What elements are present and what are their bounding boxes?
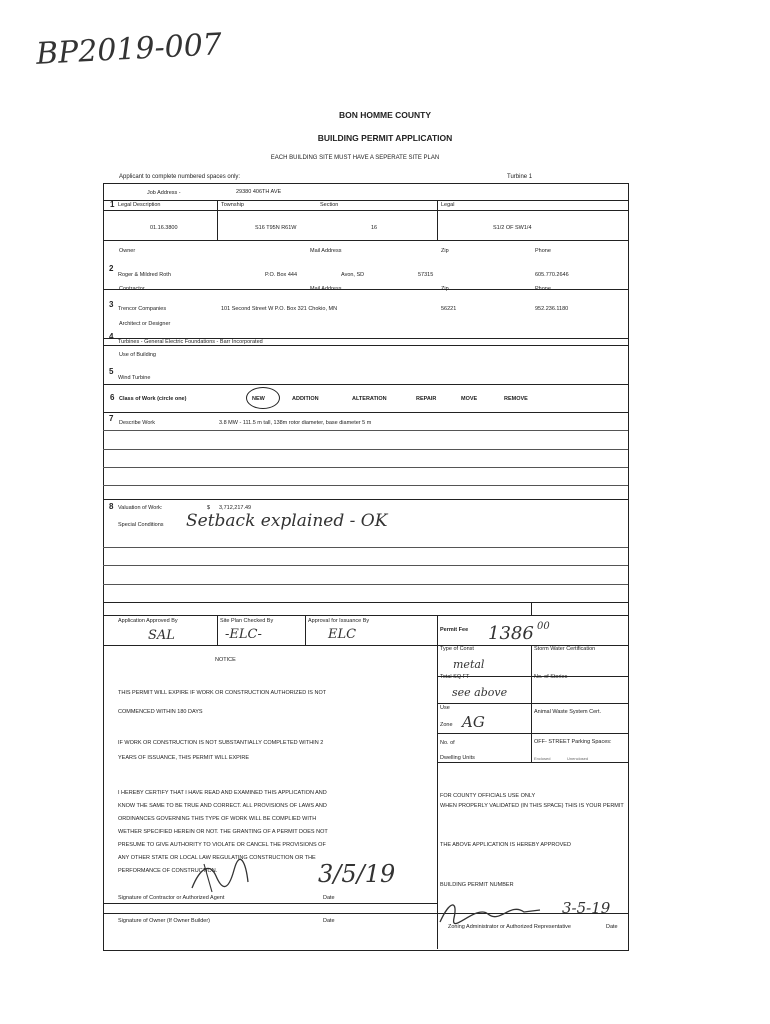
section-number-1: 1 [110,200,115,209]
initials-approved: SAL [148,628,175,643]
owner-phone: 605.770.2646 [535,272,569,278]
row-line [103,565,628,566]
approval-issuance-label: Approval for Issuance By [308,618,370,624]
total-sq-ft-label: Total SQ FT [440,674,470,680]
col-line [305,615,306,645]
no-of-label: No. of [440,740,455,746]
row-line [103,499,628,500]
class-option-repair: REPAIR [416,396,437,402]
form-subtitle: EACH BUILDING SITE MUST HAVE A SEPERATE SITE PLAN [270,155,440,161]
notice-line-2: COMMENCED WITHIN 180 DAYS [118,709,203,715]
row-line [103,913,628,914]
no-of-stories-label: No. of Stories [534,674,568,680]
county-use-line-1: FOR COUNTY OFFICIALS USE ONLY [440,793,536,799]
certify-line-1: I HEREBY CERTIFY THAT I HAVE READ AND EXAMINED THIS APPLICATION AND [118,790,327,796]
row-line [437,703,628,704]
certify-line-2: KNOW THE SAME TO BE TRUE AND CORRECT. ALL PROVISIONS OF LAWS AND [118,803,327,809]
contractor-phone: 952.236.1180 [535,306,569,312]
owner-value: Roger & Mildred Roth [118,272,171,278]
form-title: BUILDING PERMIT APPLICATION [317,133,453,143]
contractor-signature [190,858,250,894]
row-line [437,733,628,734]
valuation-value: 3,712,217.49 [219,505,252,511]
col-line [217,615,218,645]
row-line [103,240,628,241]
initials-approval-issuance: ELC [328,627,357,642]
storm-water-label: Storm Water Certification [534,646,596,652]
describe-work-value: 3.8 MW - 111.5 m tall, 138m rotor diameter, base diameter 5 m [219,420,372,426]
type-of-const-label: Type of Const [440,646,474,652]
certify-line-3: ORDINANCES GOVERNING THIS TYPE OF WORK WILL BE COMPLIED WITH [118,816,317,822]
off-street-parking-label: OFF- STREET Parking Spaces: [534,739,612,745]
contractor-zip-label: Zip [441,286,449,292]
section-number-3: 3 [109,300,114,309]
row-line [103,449,628,450]
section-number-7: 7 [109,414,114,423]
class-of-work-label: Class of Work (circle one) [119,396,187,402]
job-address-label: Job Address - [147,190,181,196]
use-of-building-label: Use of Building [119,352,156,358]
row-line [437,762,628,763]
instructions: Applicant to complete numbered spaces only: [119,174,241,180]
legal-description-label: Legal Description [118,202,161,208]
zone-handwritten: AG [462,713,485,731]
owner-mail-label: Mail Address [310,248,342,254]
contractor-mail-label: Mail Address [310,286,342,292]
permit-fee-handwritten: 1386 [488,623,534,644]
use-label: Use [440,705,450,711]
owner-po-box: P.O. Box 444 [265,272,298,278]
parcel-value: 01.16.3800 [150,225,178,231]
row-line [103,467,628,468]
turbine-label: Turbine 1 [507,174,533,180]
site-plan-checked-label: Site Plan Checked By [220,618,274,624]
row-line [103,210,628,211]
owner-label: Owner [119,248,136,254]
special-conditions-label: Special Conditions [118,522,164,528]
signature-date-handwritten: 3/5/19 [318,860,396,888]
job-address-value: 29380 406TH AVE [236,189,282,195]
handwritten-permit-number: BP2019-007 [35,27,223,72]
describe-work-label: Describe Work [119,420,155,426]
certify-line-4: WETHER SPECIFIED HEREIN OR NOT. THE GRANTING OF A PERMIT DOES NOT [118,829,328,835]
contractor-zip: 56221 [441,306,457,312]
zoning-administrator-label: Zoning Administrator or Authorized Representative [448,924,571,930]
row-line [103,645,437,646]
legal-value: S1/2 OF SW1/4 [493,225,532,231]
col-line [437,200,438,240]
row-line [103,430,628,431]
contractor-phone-label: Phone [535,286,551,292]
contractor-signature-label: Signature of Contractor or Authorized Agent [118,895,225,901]
type-of-const-handwritten: metal [453,658,485,671]
contractor-value: Trencor Companies [118,306,167,312]
col-line [217,200,218,240]
owner-signature-label: Signature of Owner (If Owner Builder) [118,918,211,924]
row-line [103,903,437,904]
township-value: S16 T95N R61W [255,225,297,231]
col-line [531,603,532,615]
notice-line-4: YEARS OF ISSUANCE, THIS PERMIT WILL EXPIRE [118,755,250,761]
certify-line-5: PRESUME TO GIVE AUTHORITY TO VIOLATE OR CANCEL THE PROVISIONS OF [118,842,326,848]
valuation-dollar: $ [207,505,211,511]
section-label: Section [320,202,339,208]
row-line [103,412,628,413]
permit-fee-cents: 00 [537,621,550,632]
contractor-label: Contractor [119,286,145,292]
animal-waste-label: Animal Waste System Cert. [534,709,602,715]
owner-city: Avon, SD [341,272,365,278]
official-date-handwritten: 3-5-19 [562,899,611,917]
dwelling-units-label: Dwelling Units [440,755,475,761]
class-option-remove: REMOVE [504,396,528,402]
owner-zip-label: Zip [441,248,449,254]
unenclosed-label: Unenclosed [567,756,589,761]
row-line [103,200,628,201]
notice-title: NOTICE [215,657,236,663]
legal-label: Legal [441,202,455,208]
hereby-approved: THE ABOVE APPLICATION IS HEREBY APPROVED [440,842,571,848]
valuation-label: Valuation of Work: [118,505,163,511]
architect-label: Architect or Designer [119,321,171,327]
permit-fee-label: Permit Fee [440,627,469,633]
row-line [103,602,628,603]
section-number-8: 8 [109,502,114,511]
owner-phone-label: Phone [535,248,551,254]
owner-date-label: Date [323,918,335,924]
notice-line-3: IF WORK OR CONSTRUCTION IS NOT SUBSTANTIALLY COMPLETED WITHIN 2 [118,740,324,746]
township-label: Township [221,202,244,208]
certify-line-6: ANY OTHER STATE OR LOCAL LAW REGULATING CONSTRUCTION OR THE [118,855,316,861]
enclosed-label: Enclosed [534,756,551,761]
class-option-alteration: ALTERATION [352,396,387,402]
architect-value: Turbines - General Electric Foundations - Barr Incorporated [118,339,263,345]
use-of-building-value: Wind Turbine [118,375,151,381]
section-number-2: 2 [109,264,114,273]
use-handwritten: see above [452,686,508,699]
row-line [103,485,628,486]
section-number-6: 6 [110,393,115,402]
row-line [103,615,628,616]
county-use-line-2: WHEN PROPERLY VALIDATED (IN THIS SPACE) THIS IS YOUR PERMIT [440,803,624,809]
official-signature [436,896,546,926]
zoning-date-label: Date [606,924,618,930]
class-option-addition: ADDITION [292,396,319,402]
contractor-date-label: Date [323,895,335,901]
special-conditions-handwritten: Setback explained - OK [186,511,388,531]
form-frame [103,183,629,951]
section-value: 16 [371,225,378,231]
certify-line-7: PERFORMANCE OF CONSTRUCTION. [118,868,218,874]
contractor-address: 101 Second Street W P.O. Box 321 Chokio, MN [221,306,338,312]
class-option-move: MOVE [461,396,478,402]
row-line [103,584,628,585]
building-permit-number-label: BUILDING PERMIT NUMBER [440,882,514,888]
notice-line-1: THIS PERMIT WILL EXPIRE IF WORK OR CONSTRUCTION AUTHORIZED IS NOT [118,690,327,696]
application-approved-label: Application Approved By [118,618,178,624]
class-option-new: NEW [252,396,265,402]
owner-zip: 57315 [418,272,434,278]
row-line [103,547,628,548]
county-title: BON HOMME COUNTY [338,110,432,120]
section-number-5: 5 [109,367,114,376]
section-number-4: 4 [109,332,114,341]
row-line [103,345,628,346]
initials-site-plan: -ELC- [225,627,262,642]
row-line [103,384,628,385]
zone-label: Zone [440,722,453,728]
